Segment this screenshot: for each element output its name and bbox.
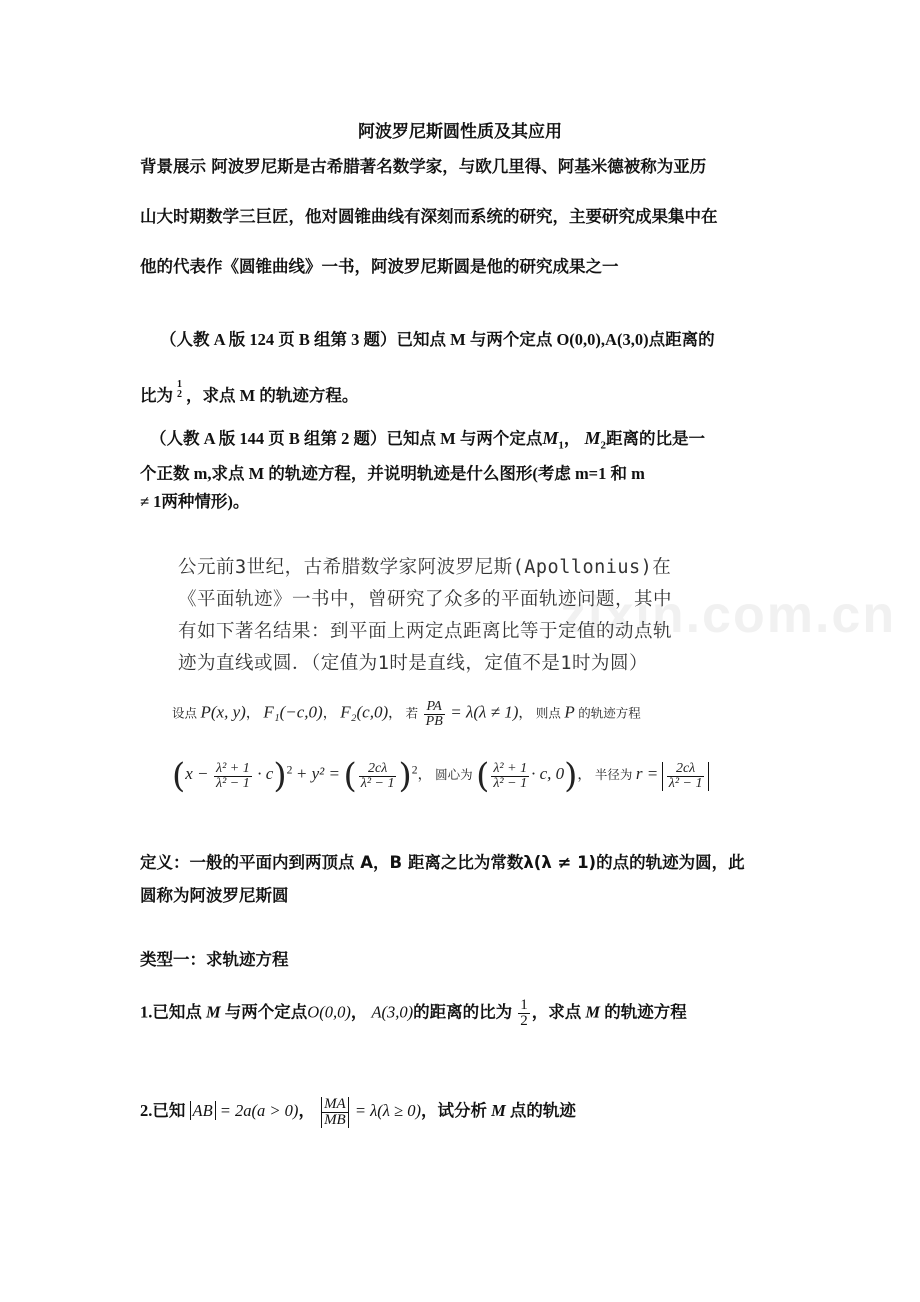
problem1-ratio-den: 2 bbox=[177, 389, 182, 400]
history-line-4: 迹为直线或圆．（定值为1时是直线，定值不是1时为圆） bbox=[178, 653, 649, 674]
lambda-den-2: λ² − 1 bbox=[493, 775, 528, 791]
q1-point-a: A(3,0) bbox=[371, 1002, 414, 1022]
lambda-num-1: λ² + 1 bbox=[216, 760, 250, 776]
q1-mid: 与两个定点 bbox=[224, 1002, 308, 1022]
problem2-line-3: ≠ 1两种情形)。 bbox=[140, 492, 250, 511]
focus-f1: F₁(−c,0) bbox=[263, 702, 323, 722]
definition-line-2: 圆称为阿波罗尼斯圆 bbox=[140, 886, 289, 905]
problem2-m2-sub: 2 bbox=[600, 439, 606, 452]
q1-den: 2 bbox=[520, 1013, 528, 1029]
q2-mb: MB bbox=[321, 1112, 349, 1128]
lambda-num-2: λ² + 1 bbox=[493, 760, 528, 776]
q2-eq: = 2a(a > 0) bbox=[219, 1101, 299, 1120]
lambda-fraction-1 bbox=[214, 762, 252, 791]
background-text-1: 阿波罗尼斯是古希腊著名数学家，与欧几里得、阿基米德被称为亚历 bbox=[211, 157, 707, 176]
focus-f2: F₂(c,0) bbox=[340, 702, 389, 722]
lambda-den-1: λ² − 1 bbox=[216, 775, 250, 791]
radius-abs bbox=[662, 762, 710, 791]
two-c-lambda-den: λ² − 1 bbox=[360, 775, 395, 791]
then-label: 则点 bbox=[535, 705, 561, 721]
problem2-prefix: （人教 A 版 144 页 B 组第 2 题）已知点 M 与两个定点 bbox=[150, 429, 543, 448]
let-point-label: 设点 bbox=[172, 705, 198, 721]
history-line-1: 公元前3世纪，古希腊数学家阿波罗尼斯(Apollonius)在 bbox=[178, 557, 672, 578]
problem1-ratio-fraction bbox=[175, 380, 184, 400]
radius-label: 半径为 bbox=[594, 767, 633, 783]
q1-suffix-pre: ，求点 bbox=[531, 1002, 582, 1022]
two-c-lambda-num: 2cλ bbox=[367, 760, 388, 776]
background-label: 背景展示 bbox=[140, 157, 206, 176]
problem1-ratio-prefix: 比为 bbox=[140, 386, 173, 405]
dot-c0: · c, 0 bbox=[531, 764, 565, 784]
problem2-line-1: （人教 A 版 144 页 B 组第 2 题）已知点 M 与两个定点$M_1$， $M_2$距离的比是一 bbox=[150, 428, 705, 452]
center-label: 圆心为 bbox=[435, 767, 473, 783]
q1-m: M bbox=[206, 1002, 221, 1022]
history-line-2: 《平面轨迹》一书中，曾研究了众多的平面轨迹问题，其中 bbox=[178, 589, 673, 610]
q1-point-o: O(0,0) bbox=[307, 1002, 351, 1022]
q2-ab: AB bbox=[190, 1101, 216, 1120]
q1-num: 1 bbox=[520, 997, 528, 1013]
ratio-pb: PB bbox=[425, 714, 443, 729]
background-line-2: 山大时期数学三巨匠，他对圆锥曲线有深刻而系统的研究，主要研究成果集中在 bbox=[140, 207, 718, 226]
plus-y2: + y² = bbox=[295, 764, 340, 784]
q2-suffix: 点的轨迹 bbox=[509, 1101, 576, 1120]
q2-lambda: = λ(λ ≥ 0) bbox=[354, 1101, 421, 1120]
q1-m2: M bbox=[585, 1002, 601, 1022]
definition-line-1: 定义：一般的平面内到两顶点 A，B 距离之比为常数λ(λ ≠ 1)的点的轨迹为圆，此 bbox=[140, 853, 745, 872]
problem1-line-1: （人教 A 版 124 页 B 组第 3 题）已知点 M 与两个定点 O(0,0),A(3,0)点距离的 bbox=[160, 330, 715, 349]
locus-eq-label: 的轨迹方程 bbox=[578, 705, 641, 721]
q2-ma: MA bbox=[321, 1097, 349, 1112]
ratio-fraction bbox=[424, 700, 445, 729]
document-title: 阿波罗尼斯圆性质及其应用 bbox=[358, 122, 562, 142]
problem2-m2: M bbox=[584, 428, 601, 448]
watermark: zixin.com.cn bbox=[560, 586, 897, 644]
q2-m: M bbox=[491, 1101, 506, 1120]
radius-fraction bbox=[667, 762, 705, 791]
two-c-lambda-fraction bbox=[359, 762, 397, 791]
point-p-label: P bbox=[564, 702, 575, 722]
problem2-suffix: 距离的比是一 bbox=[606, 429, 705, 448]
problem1-line-2 bbox=[140, 380, 358, 406]
q1-sep: ， bbox=[350, 1002, 368, 1022]
problem1-ratio-suffix: ，求点 M 的轨迹方程。 bbox=[186, 386, 359, 405]
question-1 bbox=[140, 998, 687, 1029]
question-2 bbox=[140, 1096, 576, 1128]
radius-den: λ² − 1 bbox=[668, 775, 703, 791]
problem2-m1: M bbox=[542, 428, 559, 448]
q2-prefix: 2.已知 bbox=[140, 1101, 186, 1120]
q2-mid: ，试分析 bbox=[420, 1101, 487, 1120]
history-image bbox=[178, 552, 778, 680]
x-minus: x − bbox=[185, 764, 209, 784]
q2-sep: ， bbox=[298, 1101, 315, 1120]
background-line-3: 他的代表作《圆锥曲线》一书，阿波罗尼斯圆是他的研究成果之一 bbox=[140, 257, 619, 276]
lambda-condition: = λ(λ ≠ 1) bbox=[450, 702, 519, 722]
problem2-line-2: 个正数 m,求点 M 的轨迹方程，并说明轨迹是什么图形(考虑 m=1 和 m bbox=[140, 464, 645, 483]
point-p: P(x, y) bbox=[200, 702, 246, 722]
lambda-fraction-2 bbox=[491, 762, 529, 791]
problem1-ratio-num: 1 bbox=[177, 379, 182, 390]
q1-suffix: 的轨迹方程 bbox=[604, 1002, 687, 1022]
formula-row-1: 设点 P(x, y)， F₁(−c,0)， F₂(c,0)， 若 $\frac{PA}{PB}$ = λ(λ ≠ 1)， 则点 P 的轨迹方程 bbox=[172, 699, 641, 729]
ratio-pa: PA bbox=[426, 699, 442, 714]
radius-num: 2cλ bbox=[675, 760, 696, 776]
dot-c: · c bbox=[257, 764, 274, 784]
q1-fraction bbox=[518, 998, 530, 1029]
problem2-m1-sub: 1 bbox=[558, 439, 564, 452]
q1-tail: 的距离的比为 bbox=[413, 1002, 513, 1022]
formula-row-2: (x − $\frac{\text{λ² + 1}}{\text{λ² − 1}}$ · c)$^2$ + y² = ( $\frac{2c\lambda}{\text{λ² − 1}}$ )$^2$， 圆心为 ( $\frac{\text{λ² + 1}}{\text{λ² − 1}}$ · c, 0)， 半径为 r = $\frac{2c\lambda}{\text{λ² − 1}}$ bbox=[172, 756, 709, 796]
q1-prefix: 1.已知点 bbox=[140, 1002, 202, 1022]
history-line-3: 有如下著名结果：到平面上两定点距离比等于定值的动点轨 bbox=[178, 621, 673, 642]
r-eq: r = bbox=[635, 764, 659, 784]
q2-fraction bbox=[321, 1097, 349, 1128]
type1-heading: 类型一：求轨迹方程 bbox=[140, 950, 289, 969]
background-line-1 bbox=[140, 157, 706, 177]
if-label: 若 bbox=[405, 705, 419, 721]
